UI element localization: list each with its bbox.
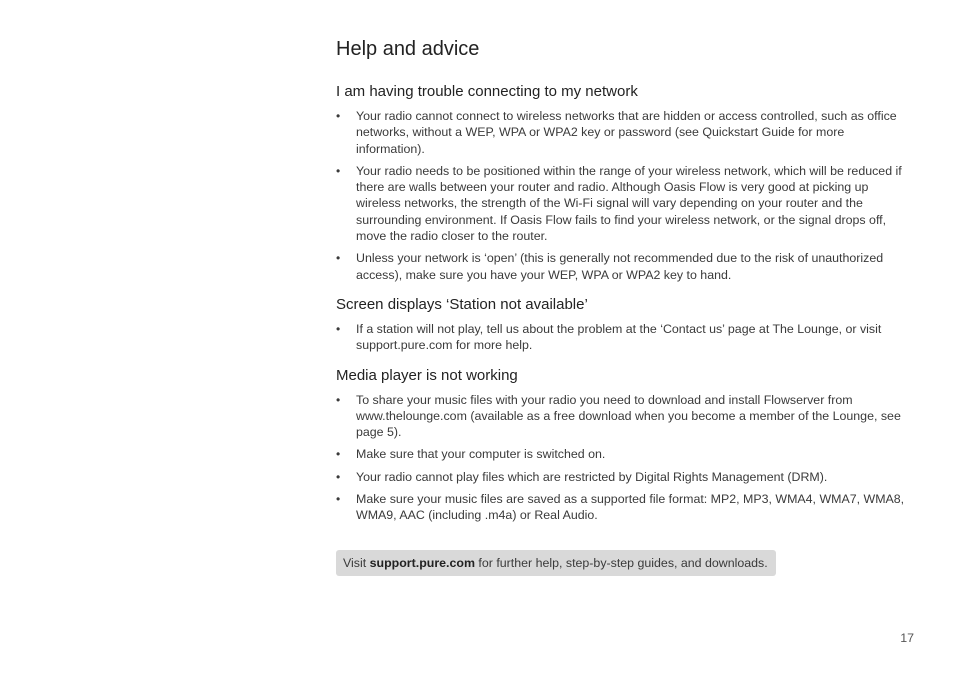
section-title-network: I am having trouble connecting to my network	[336, 83, 638, 100]
section-title-station: Screen displays ‘Station not available’	[336, 295, 588, 313]
list-item	[336, 392, 916, 441]
support-callout	[336, 550, 776, 576]
network-tips-list	[336, 108, 916, 283]
list-item	[336, 250, 916, 283]
bullet-icon: •	[336, 109, 341, 123]
page-number: 17	[900, 631, 914, 645]
list-item	[336, 163, 916, 244]
list-item-text: Your radio needs to be positioned within the range of your wireless network, which will be reduced if there are walls between your router and radio. Although Oasis Flow is very good at picking up wireless networks, the strength of the Wi-Fi signal will vary depending on your router and the surrounding environment. If Oasis Flow fails to find your wireless network, or the signal drops off, move the radio closer to the router.	[356, 163, 902, 244]
list-item	[336, 469, 916, 485]
list-item-text: To share your music files with your radio you need to download and install Flowserver from www.thelounge.com (available as a free download when you become a member of the Lounge, see page 5).	[356, 392, 901, 440]
bullet-icon: •	[336, 392, 341, 407]
callout-suffix: for further help, step-by-step guides, and downloads.	[474, 555, 768, 570]
list-item-text: Make sure that your computer is switched on.	[356, 447, 606, 462]
station-tips-list	[336, 321, 916, 354]
bullet-icon: •	[336, 321, 341, 336]
section-title-media-player: Media player is not working	[336, 366, 518, 384]
list-item-text: Unless your network is ‘open’ (this is generally not recommended due to the risk of unauthorized access), make sure you have your WEP, WPA or WPA2 key to hand.	[356, 251, 884, 282]
bullet-icon: •	[336, 492, 341, 507]
bullet-icon: •	[336, 163, 341, 178]
support-link[interactable]: support.pure.com	[369, 555, 475, 570]
list-item-text: If a station will not play, tell us about the problem at the ‘Contact us’ page at The Lounge, or visit support.pure.com for more help.	[356, 321, 882, 353]
bullet-icon: •	[336, 447, 341, 462]
list-item	[336, 321, 916, 354]
callout-prefix: Visit	[343, 555, 370, 570]
list-item	[336, 446, 916, 462]
list-item	[336, 491, 916, 524]
bullet-icon: •	[336, 251, 341, 266]
list-item-text: Make sure your music files are saved as a supported file format: MP2, MP3, WMA4, WMA7, WMA8, WMA9, AAC (including .m4a) or Real Audio.	[356, 492, 905, 523]
list-item	[336, 108, 916, 157]
list-item-text: Your radio cannot play files which are restricted by Digital Rights Management (DRM).	[356, 469, 828, 484]
page-title: Help and advice	[336, 38, 480, 60]
help-content	[336, 36, 916, 576]
bullet-icon: •	[336, 469, 341, 484]
media-player-tips-list	[336, 392, 916, 524]
list-item-text: Your radio cannot connect to wireless networks that are hidden or access controlled, such as office networks, without a WEP, WPA or WPA2 key or password (see Quickstart Guide for more information).	[356, 109, 897, 156]
